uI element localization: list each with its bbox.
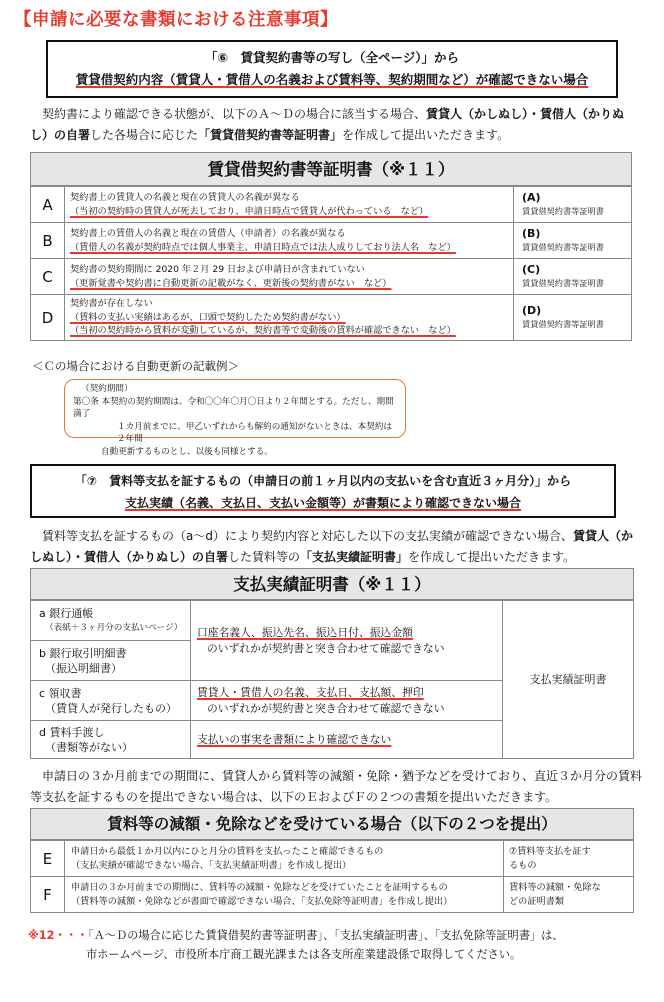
row-line2: （賃料等の減額・免除などが書面で確認できない場合、「支払免除等証明書」を作成し提出） [71, 895, 453, 907]
footnote-text1: 「Ａ～Ｄの場合に応じた賃貸借契約書等証明書」、「支払実績証明書」、「支払免除等証明書」は、 [88, 929, 564, 942]
row-description [65, 259, 514, 295]
page-title: 【申請に必要な書類における注意事項】 [14, 10, 338, 30]
section6-box-line2: 賃貸借契約内容（賃貸人・賃借人の名義および賃料等、契約期間など）が確認できない場合 [75, 72, 589, 87]
section6-title-box [46, 40, 618, 98]
section7-title-box [30, 464, 616, 518]
row-description [65, 841, 504, 877]
row-line2: （賃料の支払い実績はあるが、口頭で契約したため契約書がない） [70, 311, 346, 323]
row-doc-name: 賃貸借契約書等証明書 [522, 242, 604, 252]
section7-intro-text1: 賃料等支払を証するもの（a～d）により契約内容と対応した以下の支払実績が確認できない場合、 [42, 529, 573, 543]
footnote-line2: 市ホームページ、市役所本庁商工観光課または各支所産業建設係で取得してください。 [86, 948, 522, 961]
footnote-line1 [28, 926, 648, 945]
row-doc-label: (B) [522, 227, 541, 240]
section6-intro [30, 104, 640, 146]
row-description [65, 877, 504, 913]
doc-label: a 銀行通帳 [39, 606, 94, 620]
row-doc-name: 賃貸借契約書等証明書 [522, 319, 604, 329]
condition-cell [191, 601, 503, 681]
example-article: 第〇条 [73, 396, 99, 407]
section6-intro-text2: した各場合に応じた [90, 128, 199, 142]
section7-intro-text3: を作成して提出いただきます。 [408, 550, 576, 564]
condition-emphasis: 口座名義人、振込先名、振込日付、振込金額 [197, 625, 413, 639]
condition-rest: のいずれかが契約書と突き合わせて確認できない [207, 701, 445, 715]
row-line1: 申請日の３か月前までの期間に、賃料等の減額・免除などを受けていたことを証明するもの [71, 881, 448, 893]
table-row [31, 877, 634, 913]
example-label: （契約期間） [81, 384, 133, 394]
row-doc-name: 賃貸借契約書等証明書 [522, 206, 604, 216]
row-letter: E [31, 841, 65, 877]
row-document [514, 295, 632, 341]
reduction-exemption-table [30, 840, 634, 913]
condition-cell [191, 681, 503, 721]
doc-cell [31, 721, 191, 759]
section7-intro-bold2: 「支払実績証明書」 [300, 550, 409, 564]
row-line2: （支払実績が確認できない場合、「支払実績証明書」を作成し提出） [71, 859, 352, 871]
row-doc-label: (D) [522, 304, 542, 317]
row-doc-line1: ⑦賃料等支払を証す [509, 845, 591, 857]
table-row [31, 223, 632, 259]
section7-intro-text2: した賃料等の [228, 550, 301, 564]
example-line1 [73, 396, 397, 421]
condition-rest: のいずれかが契約書と突き合わせて確認できない [207, 641, 445, 655]
row-doc-line2: どの証明書類 [509, 895, 565, 907]
section6-intro-bold1: 賃貸人（かしぬし）・賃借人（かりぬし）の自署 [30, 107, 625, 142]
doc-label: c 領収書 [39, 686, 82, 700]
example-heading: ＜Ｃの場合における自動更新の記載例＞ [32, 359, 239, 373]
doc-label: d 賃料手渡し [39, 725, 105, 739]
row-doc-label: (C) [522, 263, 541, 276]
doc-sub: （表紙＋３ヶ月分の支払いページ） [45, 622, 183, 633]
doc-sub: （書類等がない） [45, 740, 133, 754]
doc-sub: （振込明細書） [45, 661, 122, 675]
condition-emphasis: 賃貸人・賃借人の名義、支払日、支払額、押印 [197, 685, 424, 699]
row-line2: （当初の契約時の賃貸人が死去しており、申請日時点で賃貸人が代わっている など） [70, 205, 429, 217]
row-line1: 契約書の契約期間に 2020 年２月 29 日および申請日が含まれていない [70, 264, 365, 275]
doc-cell [31, 681, 191, 721]
doc-sub: （賃貸人が発行したもの） [45, 701, 177, 715]
example-text1: 本契約の契約期間は、令和〇〇年〇月〇日より２年間とする。ただし、期間満了 [73, 396, 394, 419]
section7-table-heading: 支払実績証明書（※１１） [30, 568, 634, 600]
section6-box-line1: 「⑥ 賃貸契約書等の写し（全ページ）」から [204, 50, 460, 65]
row-doc-line1: 賃料等の減額・免除な [509, 881, 601, 893]
payment-certificate-table [30, 600, 634, 759]
section7-box-line2: 支払実績（名義、支払日、支払い金額等）が書類により確認できない場合 [124, 496, 521, 510]
footnote [28, 926, 648, 964]
example-box [64, 379, 406, 457]
row-line3: （当初の契約時から賃料が変動しているが、契約書等で変動後の賃料が確認できない など） [70, 325, 456, 337]
condition-emphasis: 支払いの事実を書類により確認できない [197, 733, 392, 746]
doc-label: b 銀行取引明細書 [39, 646, 127, 660]
row-line1: 申請日から最低１か月以内にひと月分の賃料を支払ったこと確認できるもの [71, 845, 384, 857]
row-line1: 契約書上の賃貸人の名義と現在の賃貸人の名義が異なる [70, 192, 300, 203]
section7-intro-bold1: 賃貸人（かしぬし）・賃借人（かりぬし）の自署 [30, 529, 633, 564]
result-cell: 支払実績証明書 [503, 601, 634, 759]
row-letter: A [31, 187, 65, 223]
section7-intro [30, 526, 642, 568]
section6-intro-bold2: 「賃貸借契約書等証明書」 [198, 128, 343, 142]
row-line1: 契約書上の賃借人の名義と現在の賃借人（申請者）の名義が異なる [70, 228, 346, 239]
doc-cell [31, 641, 191, 681]
row-document [504, 841, 634, 877]
row-line2: （賃借人の名義が契約時点では個人事業主、申請日時点では法人成りしており法人名 など） [70, 241, 456, 253]
section6-intro-text3: を作成して提出いただきます。 [342, 128, 510, 142]
row-description [65, 223, 514, 259]
row-doc-line2: るもの [509, 859, 537, 871]
row-letter: F [31, 877, 65, 913]
row-document [514, 259, 632, 295]
example-line2: １カ月前までに、甲乙いずれからも解約の通知がないときは、本契約は２年間 [117, 421, 393, 444]
row-letter: C [31, 259, 65, 295]
table-row [31, 259, 632, 295]
table-row [31, 187, 632, 223]
section6-table-heading: 賃貸借契約書等証明書（※１１） [30, 152, 632, 186]
row-doc-label: (A) [522, 191, 541, 204]
section6-intro-text1: 契約書により確認できる状態が、以下のＡ～Ｄの場合に該当する場合、 [42, 107, 427, 121]
section-ef-intro: 申請日の３か月前までの期間に、賃貸人から賃料等の減額・免除・猶予などを受けており、直近３か月分の賃料等支払を証するものを提出できない場合は、以下のＥおよびＦの２つの書類を提出いただきます。 [30, 769, 643, 804]
row-line2: （更新覚書や契約書に自動更新の記載がなく、更新後の契約書がない など） [70, 277, 392, 289]
section7-box-line1: 「⑦ 賃料等支払を証するもの（申請日の前１ヶ月以内の支払いを含む直近３ヶ月分）」から [74, 474, 572, 488]
condition-cell [191, 721, 503, 759]
doc-cell [31, 601, 191, 641]
lease-certificate-table [30, 186, 632, 341]
row-description [65, 295, 514, 341]
table-row [31, 295, 632, 341]
example-line3: 自動更新するものとし、以後も同様とする。 [101, 446, 273, 457]
row-line1: 契約書が存在しない [70, 298, 153, 310]
table-row [31, 601, 634, 641]
section-ef-table-heading: 賃料等の減額・免除などを受けている場合（以下の２つを提出） [30, 808, 634, 840]
row-document [514, 223, 632, 259]
row-description [65, 187, 514, 223]
row-doc-name: 賃貸借契約書等証明書 [522, 278, 604, 288]
footnote-mark: ※12・・・ [28, 929, 89, 942]
table-row [31, 841, 634, 877]
row-document [504, 877, 634, 913]
row-letter: B [31, 223, 65, 259]
row-document [514, 187, 632, 223]
row-letter: D [31, 295, 65, 341]
